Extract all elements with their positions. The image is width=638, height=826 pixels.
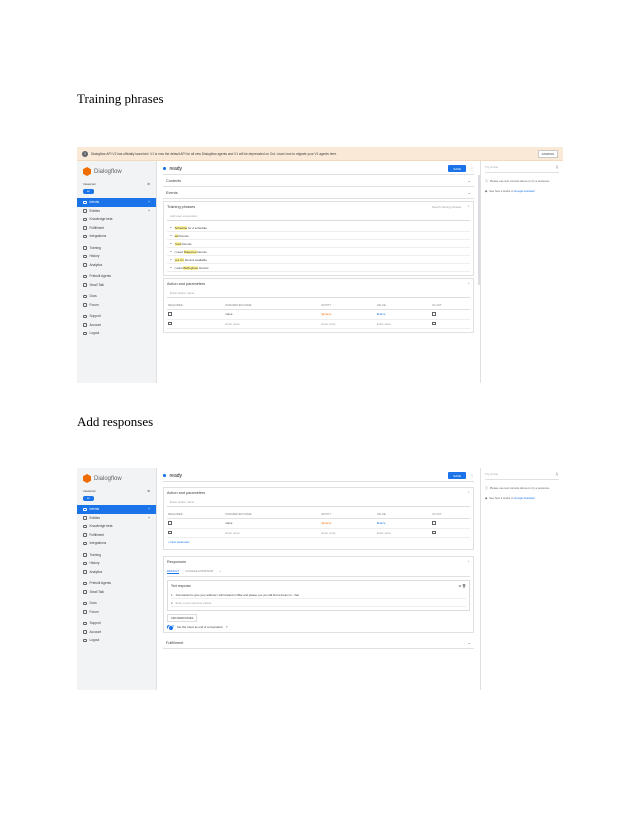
more-options-icon[interactable]: ⋮ [470,166,474,171]
entity-annotation: Schedule [174,225,188,230]
sidebar-item-prebuilt[interactable] [77,272,156,281]
logo-text: Dialogflow [94,168,122,175]
add-responses-button[interactable]: ADD RESPONSES [167,614,197,622]
logo [77,164,156,181]
section-title: Responses [167,560,186,564]
phrase-text: yes I'm Dennis available [174,257,207,262]
entity-annotation: Diagnose [183,249,197,254]
assistant-icon: ◆ [485,189,488,193]
required-checkbox[interactable] [168,312,172,316]
clock-icon [83,255,87,259]
sidebar-item-entities[interactable] [77,207,156,216]
chevron-right-icon [83,295,87,299]
param-entity: Enter entity [321,528,376,538]
entity-icon [83,516,87,520]
chevron-up-icon[interactable]: ⌃ [467,560,470,564]
chevron-up-icon[interactable]: ⌃ [467,282,470,286]
sidebar-item-support[interactable] [77,312,156,321]
sidebar-item-integrations[interactable] [77,232,156,241]
responses-card [163,556,474,633]
scrollbar[interactable] [478,175,480,285]
sidebar-item-forum[interactable] [77,608,156,617]
column-header: REQUIRED [167,510,224,519]
book-icon [83,525,87,529]
chevron-up-icon[interactable]: ⌃ [467,491,470,495]
action-params-card [163,278,474,333]
agent-name: travelcom [83,182,97,186]
table-row[interactable] [167,519,470,529]
sidebar [77,468,157,690]
chevron-right-icon [83,602,87,606]
sidebar-item-label: History [89,561,100,566]
sidebar-item-fulfillment[interactable] [77,224,156,233]
console-hint [485,179,559,183]
chevron-down-icon[interactable]: ⌄ [467,178,471,183]
action-name-input[interactable]: Enter action name [167,498,470,507]
is-list-checkbox[interactable] [432,322,436,326]
section-title: Events [166,190,178,195]
sidebar-item-smalltalk[interactable] [77,281,156,290]
entity-annotation: yes I'm [174,257,185,262]
tab-google-assistant[interactable]: GOOGLE ASSISTANT [185,569,214,573]
sidebar-item-label: Forum [89,302,99,307]
hint-text: Please use test console above to try a sentence. [489,179,550,183]
column-header: IS LIST [431,301,470,310]
end-conversation-row [167,625,470,629]
section-title: Fulfillment [166,640,184,645]
language-badge[interactable]: en [83,189,94,194]
copy-delete-icons[interactable]: ⧉ 🗑 [458,584,466,588]
response-placeholder: Enter a text response variant [175,600,212,605]
deprecation-banner [77,147,563,161]
add-expression-input[interactable]: Add user expression [167,212,470,221]
language-badge[interactable]: en [83,496,94,501]
link-prefix: See how it works in [489,496,515,500]
sidebar-item-forum[interactable] [77,301,156,310]
intent-status-dot [163,167,166,170]
hint-text: Please use test console above to try a sentence. [489,486,550,490]
sidebar [77,161,157,383]
sidebar-item-label: Knowledge beta [89,217,113,222]
sidebar-item-label: Intents [89,200,100,205]
bolt-icon [83,533,87,537]
text-response-box [167,580,470,611]
sidebar-item-history[interactable] [77,252,156,261]
phrase-text: Schedule for a schedule [174,225,207,230]
sidebar-item-prebuilt[interactable] [77,579,156,588]
is-list-checkbox[interactable] [432,521,436,525]
plus-icon[interactable]: + [148,515,150,520]
training-phrase[interactable] [167,256,470,264]
sidebar-item-fulfillment[interactable] [77,531,156,540]
entity-icon [83,209,87,213]
sidebar-item-label: Docs [89,294,97,299]
sidebar-item-docs[interactable] [77,599,156,608]
sidebar-item-label: Docs [89,601,97,606]
response-line[interactable]: 2 Enter a text response variant [171,599,466,607]
sidebar-item-logout[interactable] [77,636,156,645]
chevron-right-icon [83,303,87,307]
response-box-title: Text response [171,584,191,588]
banner-text: Dialogflow API V2 has officially launched. V1 is now the default API for all new Dialogflow agents and V1 will be deprecated on Oct. Learn how to migrate your V1 agents here. [91,151,338,156]
required-checkbox[interactable] [168,322,172,326]
quote-icon: ❝ [170,233,172,238]
sidebar-item-account[interactable] [77,628,156,637]
box-icon [83,275,87,279]
sidebar-item-intents[interactable] [77,198,156,207]
intent-editor [157,468,480,690]
sidebar-item-label: Entities [89,208,100,213]
column-header: IS LIST [431,510,470,519]
screenshot-training-phrases [77,147,563,383]
assistant-link-row [485,496,559,500]
try-placeholder: Try it now [485,165,498,169]
chat-icon [83,508,87,512]
quote-icon: ❝ [170,257,172,262]
table-row[interactable] [167,319,470,329]
save-button[interactable]: SAVE [448,165,466,172]
phrase-text: tell Dennis [174,233,189,238]
sidebar-item-integrations[interactable] [77,539,156,548]
try-placeholder: Try it now [485,472,498,476]
sidebar-item-docs[interactable] [77,292,156,301]
chat-icon [83,201,87,205]
training-phrases-card [163,201,474,276]
bolt-icon [83,226,87,230]
new-parameter-link[interactable]: + New parameter [168,540,190,544]
agent-selector[interactable] [77,488,156,494]
intent-status-dot [163,474,166,477]
sidebar-item-label: Entities [89,515,100,520]
training-icon [83,553,87,557]
training-search[interactable]: Search training phrases [431,205,462,209]
tab-default[interactable]: DEFAULT [167,569,180,573]
param-name: Enter name [224,528,320,538]
plus-icon[interactable]: + [148,507,150,512]
dismiss-button[interactable]: DISMISS [538,150,558,158]
sidebar-item-analytics[interactable] [77,568,156,577]
entity-annotation: Yeah [174,241,182,246]
book-icon [83,218,87,222]
fulfillment-section[interactable] [163,637,474,649]
sidebar-item-account[interactable] [77,321,156,330]
gear-icon[interactable]: ⚙ [147,182,150,186]
sidebar-item-label: Logout [89,638,100,643]
link-prefix: See how it works in [489,189,515,193]
training-phrase[interactable] [167,248,470,256]
tab-add[interactable]: + [219,569,222,573]
help-icon[interactable]: ? [225,625,228,629]
sidebar-item-label: Fulfillment [89,532,105,537]
chart-icon [83,570,87,574]
phrase-text: I want Bellingham Dennis [174,265,209,270]
screenshot-add-responses [77,468,563,690]
param-name: name [224,519,320,529]
assistant-link[interactable]: Google Assistant [514,496,536,500]
assistant-link[interactable]: Google Assistant [514,189,536,193]
mic-icon[interactable]: 🎙 [555,165,559,169]
end-conversation-toggle[interactable] [167,625,174,629]
gear-icon[interactable]: ⚙ [147,489,150,493]
info-icon: ⓘ [485,179,488,183]
param-value: $name [376,519,431,529]
plus-icon[interactable]: + [148,208,150,213]
column-header: PARAMETER NAME [224,301,320,310]
toggle-label: Set this intent as end of conversation [177,625,223,629]
param-name: name [224,310,320,320]
help-icon [83,315,87,319]
assistant-icon: ◆ [485,496,488,500]
chevron-up-icon[interactable]: ⌃ [467,205,470,209]
sidebar-item-intents[interactable] [77,505,156,514]
is-list-checkbox[interactable] [432,531,436,535]
entity-annotation: tell [174,233,179,238]
smile-icon [83,590,87,594]
param-entity: Enter entity [321,319,376,329]
entity-annotation: Bellingham [183,265,199,270]
training-icon [83,246,87,250]
sidebar-item-label: Support [89,621,101,626]
phrase-text: Yeah Dennis [174,241,192,246]
save-button[interactable]: SAVE [448,472,466,479]
sidebar-item-label: Knowledge beta [89,524,113,529]
try-it-input[interactable] [485,165,559,173]
sidebar-item-support[interactable] [77,619,156,628]
training-phrase[interactable] [167,240,470,248]
sidebar-item-label: Prebuilt Agents [89,274,111,279]
table-row[interactable] [167,310,470,320]
column-header: ENTITY [321,510,376,519]
box-icon [83,582,87,586]
required-checkbox[interactable] [168,531,172,535]
logout-icon [83,639,87,643]
sidebar-item-knowledge[interactable] [77,522,156,531]
param-value: Enter value [376,319,431,329]
sidebar-item-entities[interactable] [77,514,156,523]
chevron-right-icon [83,610,87,614]
training-phrase[interactable] [167,224,470,232]
plus-icon[interactable]: + [148,200,150,205]
test-console [480,161,563,383]
action-name-input[interactable]: Enter action name [167,289,470,298]
param-name: Enter name [224,319,320,329]
intent-name[interactable]: ready [169,165,183,172]
sidebar-item-label: Logout [89,331,100,336]
heading-add-responses: Add responses [77,414,154,429]
console-hint [485,486,559,490]
response-line[interactable]: 1 Just wanted to give your address I will forward to Mike and please you you will find a dream to - that [171,591,466,599]
test-console [480,468,563,690]
logo-text: Dialogflow [94,475,122,482]
heading-training-phrases: Training phrases [77,91,164,106]
sidebar-item-label: Prebuilt Agents [89,581,111,586]
intent-name[interactable]: ready [169,472,183,479]
sidebar-item-training[interactable] [77,551,156,560]
logo [77,471,156,488]
sidebar-item-label: Account [89,322,102,327]
chart-icon [83,263,87,267]
chevron-down-icon[interactable]: ⌄ [467,640,471,645]
assistant-link-row [485,189,559,193]
param-entity: @name [321,310,376,320]
sidebar-item-training[interactable] [77,244,156,253]
training-phrase[interactable] [167,264,470,272]
account-icon [83,630,87,634]
quote-icon: ❝ [170,265,172,270]
grid-icon [83,235,87,239]
table-row[interactable] [167,528,470,538]
param-entity: @name [321,519,376,529]
help-icon [83,622,87,626]
quote-icon: ❝ [170,249,172,254]
account-icon [83,323,87,327]
sidebar-item-label: Training [89,245,101,250]
mic-icon[interactable]: 🎙 [555,472,559,476]
intent-topbar [163,470,474,482]
intent-editor [157,161,480,383]
sidebar-item-label: Analytics [89,262,103,267]
is-list-checkbox[interactable] [432,312,436,316]
sidebar-item-label: History [89,254,100,259]
quote-icon: ❝ [170,241,172,246]
sidebar-item-knowledge[interactable] [77,215,156,224]
events-section[interactable] [163,187,474,199]
param-value: $name [376,310,431,320]
quote-icon: ❝ [170,225,172,230]
clock-icon [83,562,87,566]
sidebar-item-analytics[interactable] [77,261,156,270]
action-params-card [163,487,474,550]
intent-topbar [163,163,474,175]
warning-icon: ! [82,151,88,157]
sidebar-item-label: Account [89,629,102,634]
sidebar-item-label: Small Talk [89,589,104,594]
column-header: PARAMETER NAME [224,510,320,519]
column-header: ENTITY [321,301,376,310]
contexts-section[interactable] [163,175,474,187]
required-checkbox[interactable] [168,521,172,525]
sidebar-item-label: Intents [89,507,100,512]
grid-icon [83,542,87,546]
logout-icon [83,332,87,336]
sidebar-item-smalltalk[interactable] [77,588,156,597]
section-title: Action and parameters [167,491,206,495]
sidebar-item-label: Small Talk [89,282,104,287]
sidebar-item-label: Forum [89,609,99,614]
phrase-text: I need Diagnose Dennis [174,249,207,254]
response-tabs [167,567,470,577]
phrase-list [167,224,470,272]
column-header: VALUE [376,301,431,310]
sidebar-item-label: Integrations [89,234,107,239]
smile-icon [83,283,87,287]
agent-name: travelcom [83,489,97,493]
sidebar-item-label: Analytics [89,569,103,574]
section-title: Training phrases [167,205,196,209]
parameters-table [167,510,470,538]
column-header: VALUE [376,510,431,519]
try-it-input[interactable] [485,472,559,480]
sidebar-item-logout[interactable] [77,329,156,338]
section-title: Action and parameters [167,282,206,286]
more-options-icon[interactable]: ⋮ [470,473,474,478]
info-icon: ⓘ [485,486,488,490]
response-text: Just wanted to give your address I will forward to Mike and please you you will find a dream to - that [175,592,299,597]
sidebar-item-label: Fulfillment [89,225,105,230]
agent-selector[interactable] [77,181,156,187]
sidebar-item-label: Support [89,314,101,319]
chevron-down-icon[interactable]: ⌄ [467,190,471,195]
sidebar-item-label: Training [89,552,101,557]
section-title: Contexts [166,178,181,183]
sidebar-item-label: Integrations [89,541,107,546]
training-phrase[interactable] [167,232,470,240]
dialogflow-logo-icon [83,474,91,483]
column-header: REQUIRED [167,301,224,310]
parameters-table [167,301,470,329]
param-value: Enter value [376,528,431,538]
sidebar-item-history[interactable] [77,559,156,568]
dialogflow-logo-icon [83,167,91,176]
